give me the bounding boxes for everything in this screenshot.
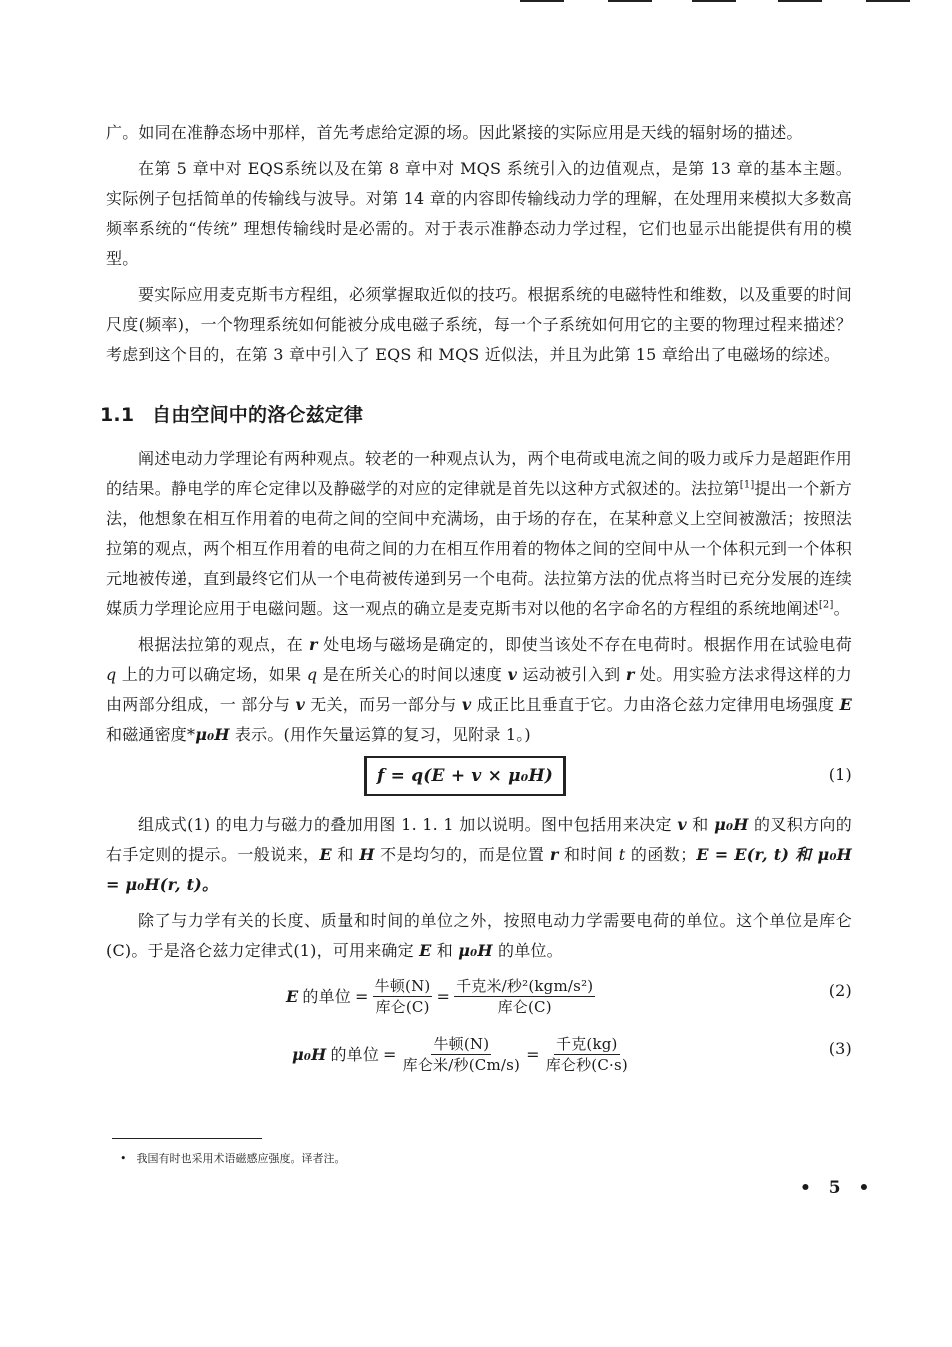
symbol-t: t xyxy=(618,845,626,864)
section-title: 自由空间中的洛仑兹定律 xyxy=(152,404,364,426)
para5-text-g: 无关，而另一部分与 xyxy=(304,695,462,714)
symbol-q: q xyxy=(306,665,318,684)
equation-3-fraction-2 xyxy=(544,1034,630,1075)
para7-text-a: 除了与力学有关的长度、质量和时间的单位之外，按照电动力学需要电荷的单位。这个单位是库仑(C)。于是洛仑兹力定律式(1)，可用来确定 xyxy=(106,911,852,960)
para4-text-b: 提出一个新方法，他想象在相互作用着的电荷之间的空间中充满场，由于场的存在，在某种意义上空间被激活；按照法拉第的观点，两个相互作用着的电荷之间的力在相互作用着的物体之间的空间中从一个体积元到一个体积元地被传递，直到最终它们从一个电荷被传递到另一个电荷。法拉第方法的优点将当时已充分发展的连续媒质力学理论应用于电磁问题。这一观点的确立是麦克斯韦对以他的名字命名的方程组的系统地阐述 xyxy=(106,479,852,618)
fraction-denominator: 库仑(C) xyxy=(375,998,430,1016)
top-rule-2 xyxy=(608,0,652,2)
paragraph-units xyxy=(106,906,852,966)
equation-2-lhs-var: E xyxy=(286,986,299,1006)
intro-paragraph-2: 在第 5 章中对 EQS系统以及在第 8 章中对 MQS 系统引入的边值观点，是第 13 章的基本主题。实际例子包括简单的传输线与波导。对第 14 章的内容即传输线动力学的理解，在处理用来模拟大多数高频率系统的“传统” 理想传输线时是必需的。对于表示准静态动力学过程，它们也显示出能提供有用的模型。 xyxy=(106,159,852,268)
equation-1-number: (1) xyxy=(828,765,852,784)
symbol-r: r xyxy=(549,845,559,864)
para5-text-h: 成正比且垂直于它。力由洛仑兹力定律用电场强度 xyxy=(471,695,840,714)
top-rule-1 xyxy=(520,0,564,2)
fraction-denominator: 库仑米/秒(Cm/s) xyxy=(402,1056,521,1074)
para5-text-c: 上的力可以确定场，如果 xyxy=(116,665,307,684)
para5-text-a: 根据法拉第的观点，在 xyxy=(138,635,309,654)
symbol-q: q xyxy=(106,665,117,684)
para5-text-j: 表示。(用作矢量运算的复习，见附录 1。) xyxy=(229,725,531,744)
para4-text-a: 阐述电动力学理论有两种观点。较老的一种观点认为，两个电荷或电流之间的吸力或斥力是超距作用的结果。静电学的库仑定律以及静磁学的对应的定律就是首先以这种方式叙述的。法拉第 xyxy=(106,449,852,498)
paragraph-faraday xyxy=(106,444,852,624)
intro-paragraph-1: 广。如同在准静态场中那样，首先考虑给定源的场。因此紧接的实际应用是天线的辐射场的描述。 xyxy=(106,123,803,142)
para6-text-a: 组成式(1) 的电力与磁力的叠加用图 1. 1. 1 加以说明。图中包括用来决定 xyxy=(138,815,678,834)
footnote-divider xyxy=(112,1138,262,1139)
para5-text-b: 处电场与磁场是确定的，即使当该处不存在电荷时。根据作用在试验电荷 xyxy=(317,635,852,654)
para4-text-c: 。 xyxy=(833,599,850,618)
equation-3: μ₀H 的单位 = $\frac{\text{牛顿(N)}}{\text{库仑米/秒(Cm/s)}}$ = $\frac{\text{千克(kg)}}{\text{库仑秒(C·s)}}$ (3) xyxy=(292,1035,852,1074)
equation-2-number: (2) xyxy=(828,981,852,1000)
para5-text-f: 处。用实验方法求得这样的力由两部分组成，一 部分与 xyxy=(106,665,852,714)
equation-2-fraction-1 xyxy=(373,976,433,1017)
top-rule-3 xyxy=(692,0,736,2)
fraction-numerator: 牛顿(N) xyxy=(433,1035,490,1053)
reference-2: [2] xyxy=(818,599,834,611)
symbol-v: v xyxy=(461,695,472,714)
para6-text-f: 和时间 xyxy=(558,845,619,864)
symbol-mu0H: μ₀H xyxy=(458,941,493,960)
para7-text-b: 和 xyxy=(431,941,459,960)
paragraph-superposition xyxy=(106,810,852,900)
footnote-text: 我国有时也采用术语磁感应强度。译者注。 xyxy=(136,1152,346,1165)
top-rule-4 xyxy=(778,0,822,2)
fraction-numerator: 千克(kg) xyxy=(556,1035,618,1053)
intro-paragraph-3: 要实际应用麦克斯韦方程组，必须掌握取近似的技巧。根据系统的电磁特性和维数，以及重要的时间尺度(频率)，一个物理系统如何能被分成电磁子系统，每一个子系统如何用它的主要的物理过程来描述？考虑到这个目的，在第 3 章中引入了 EQS 和 MQS 近似法，并且为此第 15 章给出了电磁场的综述。 xyxy=(106,285,852,364)
top-rule-5 xyxy=(866,0,910,2)
section-heading xyxy=(100,400,852,430)
fraction-numerator: 牛顿(N) xyxy=(374,977,431,995)
equation-3-lhs-text: 的单位 xyxy=(330,1044,380,1064)
fraction-numerator: 千克米/秒²(kgm/s²) xyxy=(456,977,594,995)
para6-text-tail: E = E(r, t) 和 μ₀H = μ₀H(r, t)。 xyxy=(106,845,852,894)
para6-text-c: 的叉积方向的右手定则的提示。一般说来， xyxy=(106,815,852,864)
equation-3-lhs-var: μ₀H xyxy=(292,1044,327,1064)
symbol-E: E xyxy=(319,845,332,864)
equation-1 xyxy=(106,756,852,800)
symbol-v: v xyxy=(677,815,687,834)
para7-text-c: 的单位。 xyxy=(492,941,563,960)
para5-text-d: 是在所关心的时间以速度 xyxy=(317,665,508,684)
fraction-denominator: 库仑(C) xyxy=(497,998,552,1016)
symbol-r: r xyxy=(625,665,635,684)
equation-2-fraction-2 xyxy=(454,976,595,1017)
symbol-E: E xyxy=(419,941,432,960)
para6-text-d: 和 xyxy=(331,845,360,864)
para6-text-g: 的函数； xyxy=(625,845,697,864)
symbol-mu0H: μ₀H xyxy=(714,815,749,834)
section-number: 1.1 xyxy=(100,404,135,426)
equation-2: E 的单位 = $\frac{\text{牛顿(N)}}{\text{库仑(C)}}$ = $\frac{\text{千克米/秒²(kgm/s²)}}{\text{库仑(C)}}$ (2) xyxy=(286,977,852,1016)
symbol-mu0H: μ₀H xyxy=(195,725,230,744)
para6-text-b: 和 xyxy=(686,815,715,834)
paragraph-lorentz-law xyxy=(106,630,852,750)
symbol-v: v xyxy=(295,695,305,714)
footnote-bullet: • xyxy=(120,1152,127,1165)
page-body xyxy=(100,118,852,1088)
fraction-denominator: 库仑秒(C·s) xyxy=(545,1056,628,1074)
symbol-H: H xyxy=(359,845,375,864)
symbol-E: E xyxy=(839,695,852,714)
equation-1-box: f = q(E + v × μ₀H) xyxy=(364,756,566,796)
para5-text-e: 运动被引入到 xyxy=(517,665,626,684)
equation-2-lhs-text: 的单位 xyxy=(302,986,352,1006)
symbol-r: r xyxy=(308,635,318,654)
page-number: • 5 • xyxy=(800,1178,876,1198)
reference-1: [1] xyxy=(739,479,755,491)
symbol-v: v xyxy=(507,665,518,684)
para6-text-e: 不是均匀的，而是位置 xyxy=(374,845,550,864)
footnote xyxy=(120,1150,346,1168)
para5-text-i: 和磁通密度* xyxy=(106,725,196,744)
equation-3-number: (3) xyxy=(828,1039,852,1058)
equation-3-fraction-1 xyxy=(401,1034,522,1075)
